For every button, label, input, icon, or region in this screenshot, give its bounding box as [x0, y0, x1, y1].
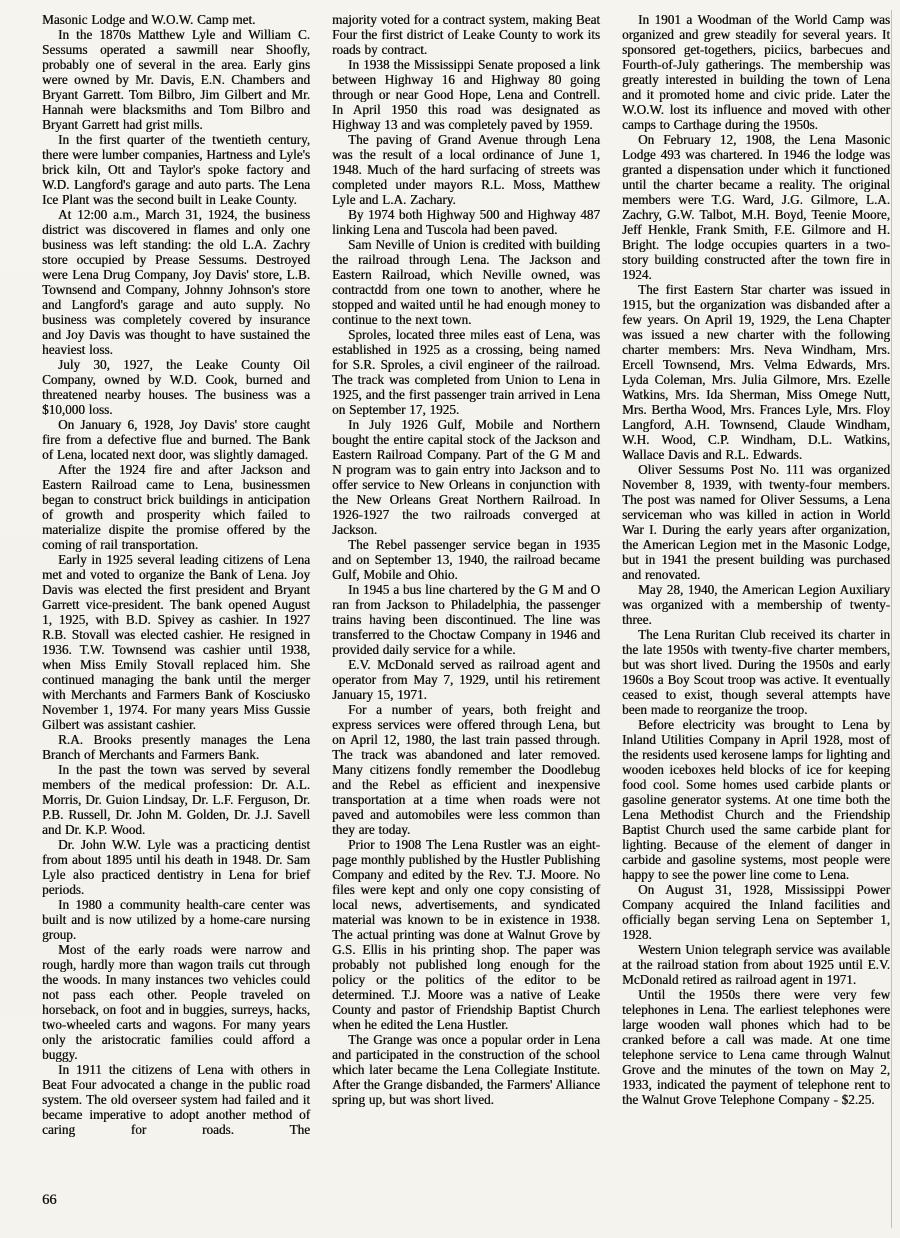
paragraph: majority voted for a contract system, making Beat Four the first district of Leake County to work its roads by contract. — [332, 12, 600, 57]
paragraph: In 1911 the citizens of Lena with others in Beat Four advocated a change in the public road system. The old overseer system had failed and it became imperative to adopt another method of caring for roads. The — [42, 1062, 310, 1137]
paragraph: Dr. John W.W. Lyle was a practicing dentist from about 1895 until his death in 1948. Dr. Sam Lyle also practiced dentistry in Lena for brief periods. — [42, 837, 310, 897]
paragraph: In 1938 the Mississippi Senate proposed a link between Highway 16 and Highway 80 going through or near Good Hope, Lena and Contrell. In April 1950 this road was designated as Highway 13 and was completely paved by 1959. — [332, 57, 600, 132]
paragraph: The paving of Grand Avenue through Lena was the result of a local ordinance of June 1, 1948. Much of the hard surfacing of streets was completed under mayors R.L. Moss, Matthew Lyle and L.A. Zachary. — [332, 132, 600, 207]
paragraph: The Lena Ruritan Club received its charter in the late 1950s with twenty-five charter members, but was short lived. During the 1950s and early 1960s a Boy Scout troop was active. It eventually ceased to exist, though several attempts have been made to reorganize the troop. — [622, 627, 890, 717]
paragraph: In 1901 a Woodman of the World Camp was organized and grew steadily for several years. It sponsored get-togethers, piciics, barbecues and Fourth-of-July gatherings. The membership was greatly interested in building the town of Lena and it promoted home and civic pride. Later the W.O.W. lost its influence and moved with other camps to Carthage during the 1950s. — [622, 12, 890, 132]
paragraph: In July 1926 Gulf, Mobile and Northern bought the entire capital stock of the Jackson and Eastern Railroad Company. Part of the G M and N program was to gain entry into Jackson and to offer service to New Orleans in conjunction with the New Orleans Great Northern Railroad. In 1926-1927 the two railroads converged at Jackson. — [332, 417, 600, 537]
paragraph: In the first quarter of the twentieth century, there were lumber companies, Hartness and Lyle's brick kiln, Ott and Taylor's spoke factory and W.D. Langford's garage and auto parts. The Lena Ice Plant was the second built in Leake County. — [42, 132, 310, 207]
paragraph: In the past the town was served by several members of the medical profession: Dr. A.L. Morris, Dr. Guion Lindsay, Dr. L.F. Ferguson, Dr. P.B. Russell, Dr. John M. Golden, Dr. J.J. Savell and Dr. K.P. Wood. — [42, 762, 310, 837]
paragraph: On August 31, 1928, Mississippi Power Company acquired the Inland facilities and officially began serving Lena on September 1, 1928. — [622, 882, 890, 942]
paragraph: Western Union telegraph service was available at the railroad station from about 1925 until E.V. McDonald retired as railroad agent in 1971. — [622, 942, 890, 987]
paragraph: Most of the early roads were narrow and rough, hardly more than wagon trails cut through the woods. In many instances two vehicles could not pass each other. People traveled on horseback, on foot and in buggies, surreys, hacks, two-wheeled carts and wagons. For many years only the aristocratic families could afford a buggy. — [42, 942, 310, 1062]
paragraph: On February 12, 1908, the Lena Masonic Lodge 493 was chartered. In 1946 the lodge was granted a dispensation under which it functioned until the charter became a reality. The original members were T.G. Ward, J.G. Gilmore, L.A. Zachry, G.W. Talbot, M.H. Boyd, Teenie Moore, Jeff Henkle, Frank Smith, F.E. Gilmore and H. Bright. The lodge occupies quarters in a two-story building constructed after the town fire in 1924. — [622, 132, 890, 282]
paragraph: The first Eastern Star charter was issued in 1915, but the organization was disbanded after a few years. On April 19, 1929, the Lena Chapter was issued a new charter with the following charter members: Mrs. Neva Windham, Mrs. Ercell Townsend, Mrs. Velma Edwards, Mrs. Lyda Coleman, Mrs. Julia Gilmore, Mrs. Ezelle Watkins, Mrs. Ida Sherman, Miss Omege Nutt, Mrs. Bertha Wood, Mrs. Frances Lyle, Mrs. Floy Langford, A.H. Townsend, Claude Windham, W.H. Wood, C.P. Windham, D.L. Watkins, Wallace Davis and R.L. Edwards. — [622, 282, 890, 462]
paragraph: The Rebel passenger service began in 1935 and on September 13, 1940, the railroad became Gulf, Mobile and Ohio. — [332, 537, 600, 582]
column-left — [42, 12, 310, 1137]
paragraph: In 1945 a bus line chartered by the G M and O ran from Jackson to Philadelphia, the passenger trains having been discontinued. The line was transferred to the Choctaw Company in 1946 and provided daily service for a while. — [332, 582, 600, 657]
paragraph: Sproles, located three miles east of Lena, was established in 1925 as a crossing, being named for S.R. Sproles, a civil engineer of the railroad. The track was completed from Union to Lena in 1925, and the first passenger train arrived in Lena on September 17, 1925. — [332, 327, 600, 417]
paragraph: At 12:00 a.m., March 31, 1924, the business district was discovered in flames and only one business was left standing: the old L.A. Zachry store occupied by Prease Sessums. Destroyed were Lena Drug Company, Joy Davis' store, L.B. Townsend and Company, Johnny Johnson's store and Langford's garage and auto supply. No business was completely covered by insurance and Joy Davis was thought to have sustained the heaviest loss. — [42, 207, 310, 357]
scan-edge-line — [891, 10, 893, 1228]
paragraph: Before electricity was brought to Lena by Inland Utilities Company in April 1928, most of the residents used kerosene lamps for lighting and wooden iceboxes held blocks of ice for keeping food cool. Some homes used carbide plants or gasoline generator systems. At one time both the Lena Methodist Church and the Friendship Baptist Church used the same carbide plant for lighting. Because of the element of danger in carbide and gasoline systems, most people were happy to see the power line come to Lena. — [622, 717, 890, 882]
paragraph: Prior to 1908 The Lena Rustler was an eight-page monthly published by the Hustler Publishing Company and edited by the Rev. T.J. Moore. No files were kept and only one copy consisting of local news, advertisements, and syndicated material was known to be in existence in 1938. The actual printing was done at Walnut Grove by G.S. Ellis in his printing shop. The paper was probably not published long enough for the policy or the politics of the editor to be determined. T.J. Moore was a native of Leake County and pastor of Friendship Baptist Church when he edited the Lena Hustler. — [332, 837, 600, 1032]
paragraph: In 1980 a community health-care center was built and is now utilized by a home-care nursing group. — [42, 897, 310, 942]
paragraph: Masonic Lodge and W.O.W. Camp met. — [42, 12, 256, 27]
column-right — [622, 12, 890, 1137]
paragraph: Oliver Sessums Post No. 111 was organized November 8, 1939, with twenty-four members. The post was named for Oliver Sessums, a Lena serviceman who was killed in action in World War I. During the early years after organization, the American Legion met in the Masonic Lodge, but in 1941 the present building was purchased and renovated. — [622, 462, 890, 582]
paragraph: In the 1870s Matthew Lyle and William C. Sessums operated a sawmill near Shoofly, probably one of several in the area. Early gins were owned by Mr. Davis, E.N. Chambers and Bryant Garrett. Tom Bilbro, Jim Gilbert and Mr. Hannah were blacksmiths and Tom Bilbro and Bryant Garrett had grist mills. — [42, 27, 310, 132]
page-number: 66 — [42, 1192, 57, 1208]
paragraph: Sam Neville of Union is credited with building the railroad through Lena. The Jackson and Eastern Railroad, which Neville owned, was contractdd from one town to another, where he stopped and waited until he had enough money to continue to the next town. — [332, 237, 600, 327]
paragraph: The Grange was once a popular order in Lena and participated in the construction of the school which later became the Lena Collegiate Institute. After the Grange disbanded, the Farmers' Alliance spring up, but was short lived. — [332, 1032, 600, 1107]
paragraph: Early in 1925 several leading citizens of Lena met and voted to organize the Bank of Lena. Joy Davis was elected the first president and Bryant Garrett vice-president. The bank opened August 1, 1925, with B.D. Spivey as cashier. In 1927 R.B. Stovall was elected cashier. He resigned in 1936. T.W. Townsend was cashier until 1938, when Miss Emily Stovall replaced him. She continued managing the bank until the merger with Merchants and Farmers Bank of Kosciusko November 1, 1974. For many years Miss Gussie Gilbert was assistant cashier. — [42, 552, 310, 732]
paragraph: After the 1924 fire and after Jackson and Eastern Railroad came to Lena, businessmen began to construct brick buildings in anticipation of growth and prosperity which failed to materialize dispite the promise offered by the coming of rail transportation. — [42, 462, 310, 552]
paragraph: Until the 1950s there were very few telephones in Lena. The earliest telephones were large wooden wall phones which had to be cranked before a call was made. At one time telephone service to Lena came through Walnut Grove and the minutes of the town on May 2, 1933, indicated the payment of telephone rent to the Walnut Grove Telephone Company - $2.25. — [622, 987, 890, 1107]
text-columns — [42, 12, 890, 1137]
paragraph: For a number of years, both freight and express services were offered through Lena, but on April 12, 1980, the last train passed through. The track was abandoned and later removed. Many citizens fondly remember the Doodlebug and the Rebel as efficient and inexpensive transportation at a time when roads were not paved and automobiles were less common than they are today. — [332, 702, 600, 837]
paragraph: E.V. McDonald served as railroad agent and operator from May 7, 1929, until his retirement January 15, 1971. — [332, 657, 600, 702]
column-middle — [332, 12, 600, 1137]
paragraph: May 28, 1940, the American Legion Auxiliary was organized with a membership of twenty-three. — [622, 582, 890, 627]
paragraph: R.A. Brooks presently manages the Lena Branch of Merchants and Farmers Bank. — [42, 732, 310, 762]
paragraph: By 1974 both Highway 500 and Highway 487 linking Lena and Tuscola had been paved. — [332, 207, 600, 237]
paragraph: July 30, 1927, the Leake County Oil Company, owned by W.D. Cook, burned and threatened nearby houses. The business was a $10,000 loss. — [42, 357, 310, 417]
paragraph: On January 6, 1928, Joy Davis' store caught fire from a defective flue and burned. The Bank of Lena, located next door, was slightly damaged. — [42, 417, 310, 462]
